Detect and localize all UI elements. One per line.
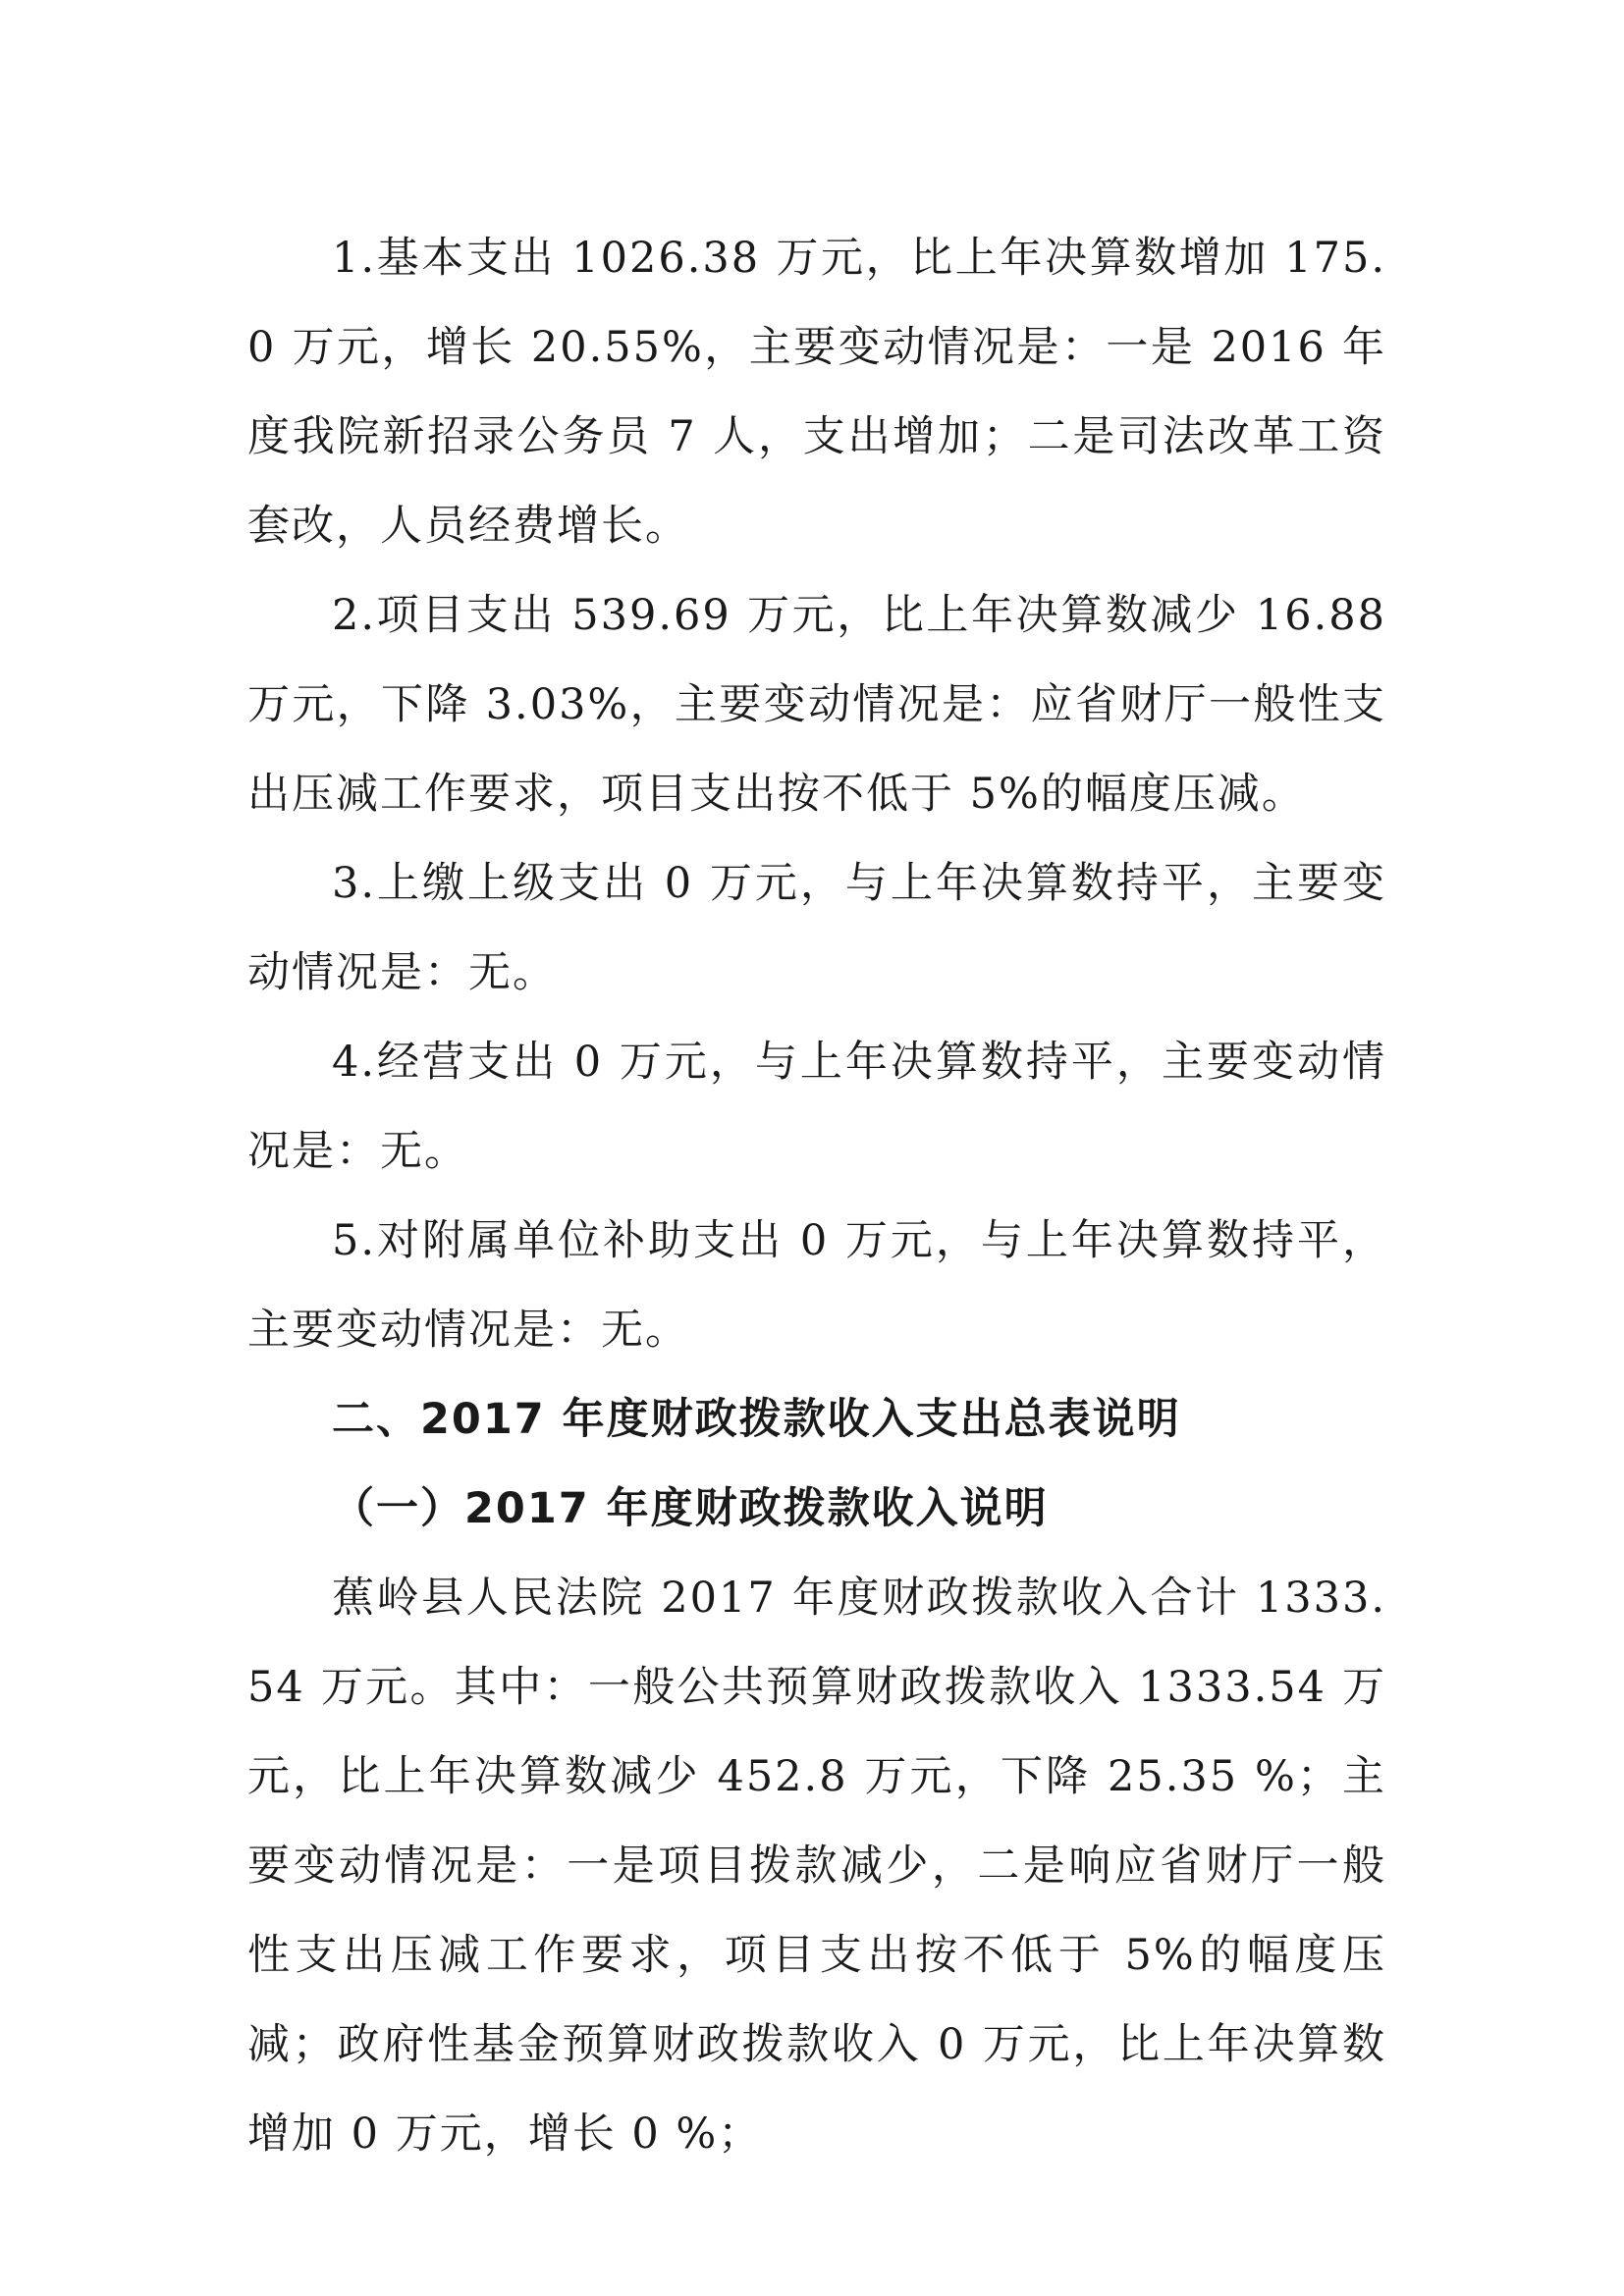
paragraph-project-expenditure: 2.项目支出 539.69 万元，比上年决算数减少 16.88 万元，下降 3.03%，主要变动情况是：应省财厅一般性支出压减工作要求，项目支出按不低于 5%的幅度压减。 [247,591,1386,819]
paragraph-operating-expenditure: 4.经营支出 0 万元，与上年决算数持平，主要变动情况是：无。 [247,1038,1386,1176]
section-heading-two: 二、2017 年度财政拨款收入支出总表说明 [332,1395,1181,1444]
paragraph-basic-expenditure: 1.基本支出 1026.38 万元，比上年决算数增加 175.0 万元，增长 20.55%，主要变动情况是：一是 2016 年度我院新招录公务员 7 人，支出增加；二是司法改革工资套改，人员经费增长。 [247,234,1386,551]
subsection-heading-one: （一）2017 年度财政拨款收入说明 [332,1484,1049,1533]
document-page [247,214,1386,2179]
paragraph-superior-remittance: 3.上缴上级支出 0 万元，与上年决算数持平，主要变动情况是：无。 [247,859,1386,997]
paragraph-subsidiary-subsidy: 5.对附属单位补助支出 0 万元，与上年决算数持平，主要变动情况是：无。 [247,1216,1386,1355]
paragraph-fiscal-income: 蕉岭县人民法院 2017 年度财政拨款收入合计 1333.54 万元。其中：一般公共预算财政拨款收入 1333.54 万元，比上年决算数减少 452.8 万元，下降 25.35 %；主要变动情况是：一是项目拨款减少，二是响应省财厅一般性支出压减工作要求，项目支出按不低于 5%的幅度压减；政府性基金预算财政拨款收入 0 万元，比上年决算数增加 0 万元，增长 0 %； [247,1574,1386,2159]
